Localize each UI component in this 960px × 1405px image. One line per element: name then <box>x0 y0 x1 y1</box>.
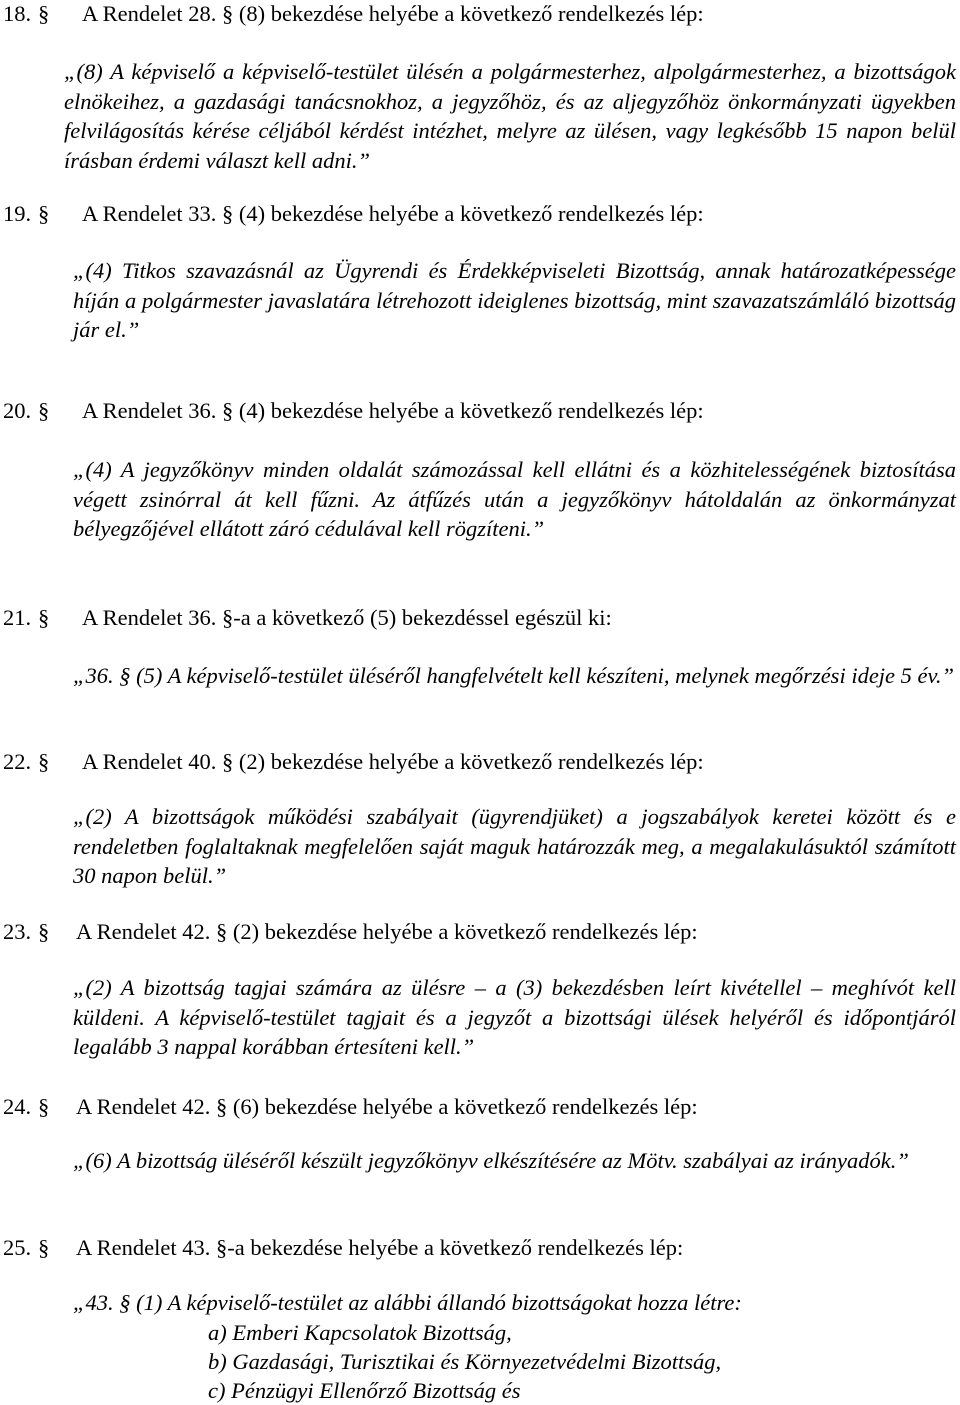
amendment-text: „36. § (5) A képviselő-testület üléséről hangfelvételt kell készíteni, melynek megőrzési ideje 5 év.” <box>73 663 954 688</box>
amendment-text: „(4) A jegyzőkönyv minden oldalát számozással kell ellátni és a közhitelességének biztosítása végett zsinórral át kell fűzni. Az átfűzés után a jegyzőkönyv hátoldalán az önkormányzat bélyegzőjével ellátott záró cédulával kell rögzíteni.” <box>73 457 956 541</box>
section-sign: § <box>38 919 50 944</box>
amendment-instruction: A Rendelet 42. § (6) bekezdése helyébe a következő rendelkezés lép: <box>76 1094 698 1119</box>
amendment-instruction: A Rendelet 33. § (4) bekezdése helyébe a következő rendelkezés lép: <box>82 201 704 226</box>
item-number: 22. <box>3 749 32 774</box>
amendment-instruction: A Rendelet 43. §-a bekezdése helyébe a következő rendelkezés lép: <box>76 1235 684 1260</box>
amendment-text: „(8) A képviselő a képviselő-testület ülésén a polgármesterhez, alpolgármesterhez, a bizottságok elnökeihez, a gazdasági tanácsnokhoz, a jegyzőhöz, és az aljegyzőhöz önkormányzati ügyekben felvilágosítás kérése céljából kérdést intézhet, melyre az ülésen, vagy legkésőbb 15 napon belül írásban érdemi választ kell adni.” <box>64 59 956 173</box>
list-item: a) Emberi Kapcsolatok Bizottság, <box>208 1320 512 1345</box>
amendment-instruction: A Rendelet 28. § (8) bekezdése helyébe a következő rendelkezés lép: <box>82 1 704 26</box>
section-sign: § <box>38 1235 50 1260</box>
section-sign: § <box>38 749 50 774</box>
item-number: 21. <box>3 605 32 630</box>
amendment-text: „43. § (1) A képviselő-testület az alábbi állandó bizottságokat hozza létre: <box>73 1290 742 1315</box>
item-number: 20. <box>3 398 32 423</box>
section-sign: § <box>38 605 50 630</box>
amendment-instruction: A Rendelet 42. § (2) bekezdése helyébe a következő rendelkezés lép: <box>76 919 698 944</box>
amendment-instruction: A Rendelet 36. §-a a következő (5) bekezdéssel egészül ki: <box>82 605 612 630</box>
amendment-instruction: A Rendelet 36. § (4) bekezdése helyébe a következő rendelkezés lép: <box>82 398 704 423</box>
amendment-text: „(2) A bizottságok működési szabályait (ügyrendjüket) a jogszabályok keretei között és e rendeletben foglaltaknak megfelelően saját maguk határozzák meg, a megalakulásuktól számított 30 napon belül.” <box>73 804 956 888</box>
amendment-text: „(6) A bizottság üléséről készült jegyzőkönyv elkészítésére az Mötv. szabályai az irányadók.” <box>73 1148 909 1173</box>
committee-list <box>208 1318 721 1405</box>
section-sign: § <box>38 1094 50 1119</box>
item-number: 19. <box>3 201 32 226</box>
amendment-text: „(4) Titkos szavazásnál az Ügyrendi és Érdekképviseleti Bizottság, annak határozatképessége híján a polgármester javaslatára létrehozott ideiglenes bizottság, mint szavazatszámláló bizottság jár el.” <box>73 258 956 342</box>
item-number: 25. <box>3 1235 32 1260</box>
list-item: c) Pénzügyi Ellenőrző Bizottság és <box>208 1378 521 1403</box>
item-number: 23. <box>3 919 32 944</box>
section-sign: § <box>38 398 50 423</box>
item-number: 18. <box>3 1 32 26</box>
amendment-text: „(2) A bizottság tagjai számára az ülésre – a (3) bekezdésben leírt kivétellel – meghívót kell küldeni. A képviselő-testület tagjait és a jegyzőt a bizottsági ülések helyéről és időpontjáról legalább 3 nappal korábban értesíteni kell.” <box>73 975 956 1059</box>
section-sign: § <box>38 201 50 226</box>
list-item: b) Gazdasági, Turisztikai és Környezetvédelmi Bizottság, <box>208 1349 722 1374</box>
item-number: 24. <box>3 1094 32 1119</box>
amendment-instruction: A Rendelet 40. § (2) bekezdése helyébe a következő rendelkezés lép: <box>82 749 704 774</box>
section-sign: § <box>38 1 50 26</box>
